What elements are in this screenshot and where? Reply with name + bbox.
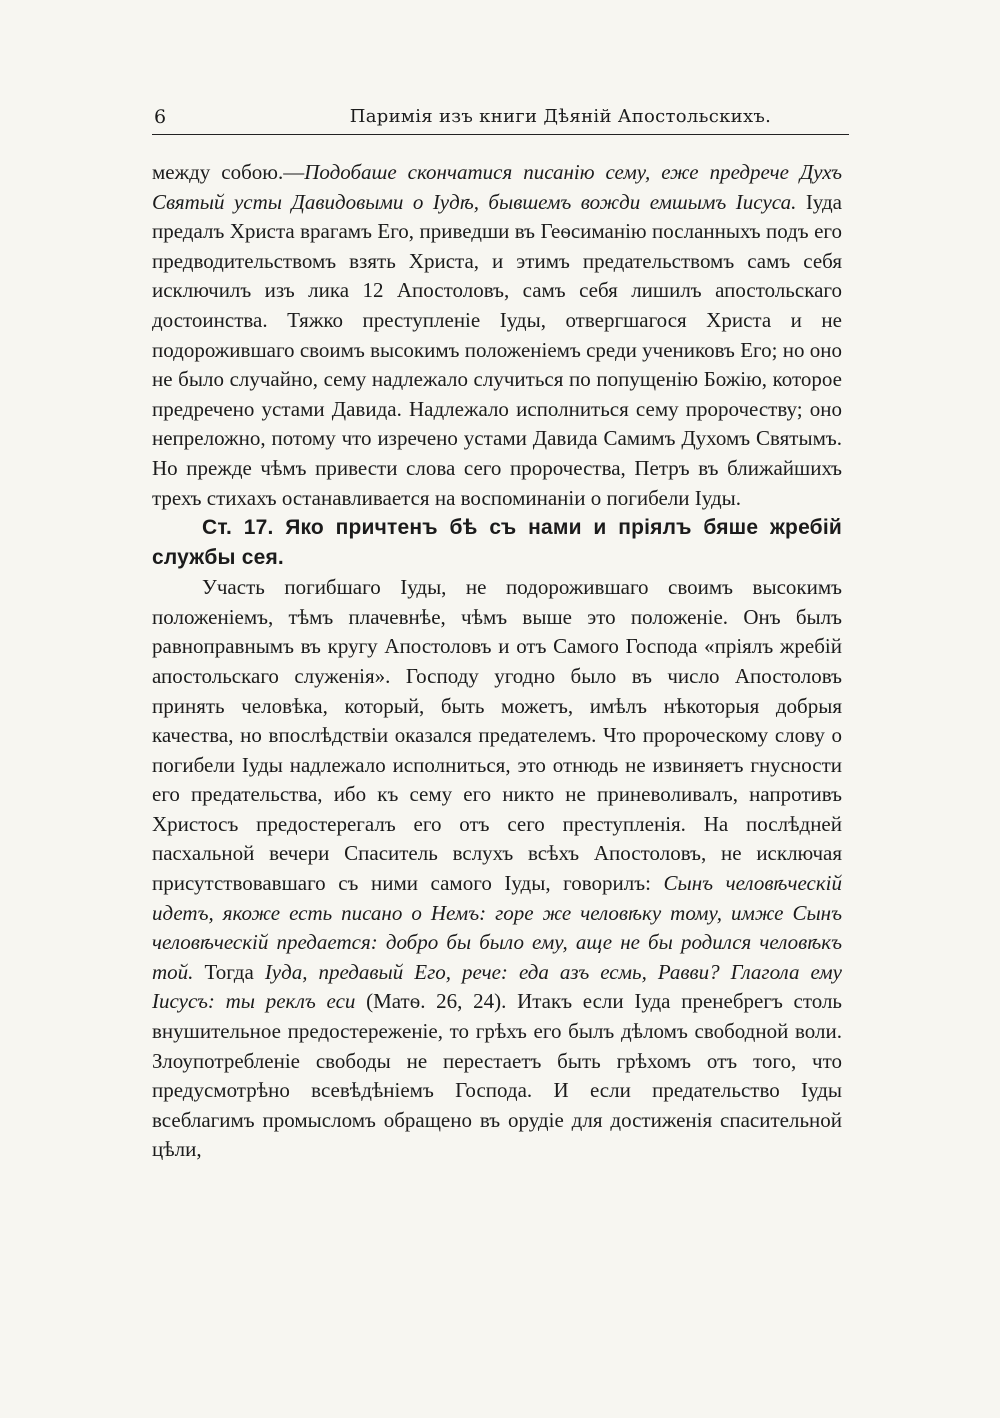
page-number: 6 xyxy=(154,106,167,128)
text-run: Тогда xyxy=(193,959,265,984)
italic-quote: Іуда, предавый Его, рече: еда азъ есмь, Равви? Глагола ему Іисусъ: ты реклъ еси xyxy=(152,959,843,1014)
verse-heading: Ст. 17. Яко причтенъ бѣ съ нами и пріялъ бяше жребій службы сея. xyxy=(152,516,842,570)
text-run: Участь погибшаго Іуды, не подорожившаго своимъ высокимъ положеніемъ, тѣмъ плачевнѣе, чѣмъ выше это положеніе. Онъ былъ равноправнымъ въ кругу Апостоловъ и отъ Самого Господа «пріялъ жребій апостольскаго служенія». Господу угодно было въ число Апостоловъ принять человѣка, который, быть можетъ, имѣлъ нѣкоторыя добрыя качества, но впослѣдствіи оказался предателемъ. Что пророческому слову о погибели Іуды надлежало исполниться, это отнюдь не извиняетъ гнусности его предательства, ибо къ сему его никто не приневоливалъ, напротивъ Христосъ предостерегалъ его отъ сего преступленія. На послѣдней пасхальной вечери Спаситель вслухъ всѣхъ Апостоловъ, не исключая присутствовавшаго съ ними самого Іуды, говорилъ: xyxy=(152,575,842,896)
italic-quote: Подобаше скончатися писанію сему, еже предрече Духъ Святый усты Давидовыми о Іудѣ, бывшемъ вожди емшымъ Іисуса. xyxy=(152,160,842,214)
text-run: (Матѳ. 26, 24). Итакъ если Іуда пренебрегъ столь внушительное предостереженіе, то грѣхъ его былъ дѣломъ свободной воли. Злоупотребленіе свободы не перестаетъ быть грѣхомъ отъ того, что предусмотрѣно всевѣдѣніемъ Господа. И если предательство Іуды всеблагимъ промысломъ обращено въ орудіе для достиженія спасительной цѣли, xyxy=(152,989,842,1162)
body-text xyxy=(152,158,842,1165)
running-title: Паримія изъ книги Дѣяній Апостольскихъ. xyxy=(349,106,772,127)
running-header xyxy=(152,106,849,135)
text-run: между собою.— xyxy=(152,160,305,184)
italic-quote: Сынъ человѣческій идетъ, якоже есть писано о Немъ: горе же человѣку тому, имже Сынъ человѣческій предается: добро бы было ему, аще не бы родился человѣкъ той. xyxy=(152,871,842,984)
paragraph-continuation xyxy=(152,158,842,513)
paragraph xyxy=(152,573,842,1165)
text-run: Іуда предалъ Христа врагамъ Его, приведши въ Геѳсиманію посланныхъ подъ его предводительствомъ взять Христа, и этимъ предательствомъ самъ себя исключилъ изъ лика 12 Апостоловъ, самъ себя лишилъ апостольскаго достоинства. Тяжко преступленіе Іуды, отвергшагося Христа и не подорожившаго своимъ высокимъ положеніемъ среди учениковъ Его; но оно не было случайно, сему надлежало случиться по попущенію Божію, которое предречено устами Давида. Надлежало исполниться сему пророчеству; оно непреложно, потому что изречено устами Давида Самимъ Духомъ Святымъ. Но прежде чѣмъ привести слова сего пророчества, Петръ въ ближайшихъ трехъ стихахъ останавливается на воспоминаніи о погибели Іуды. xyxy=(152,189,842,510)
